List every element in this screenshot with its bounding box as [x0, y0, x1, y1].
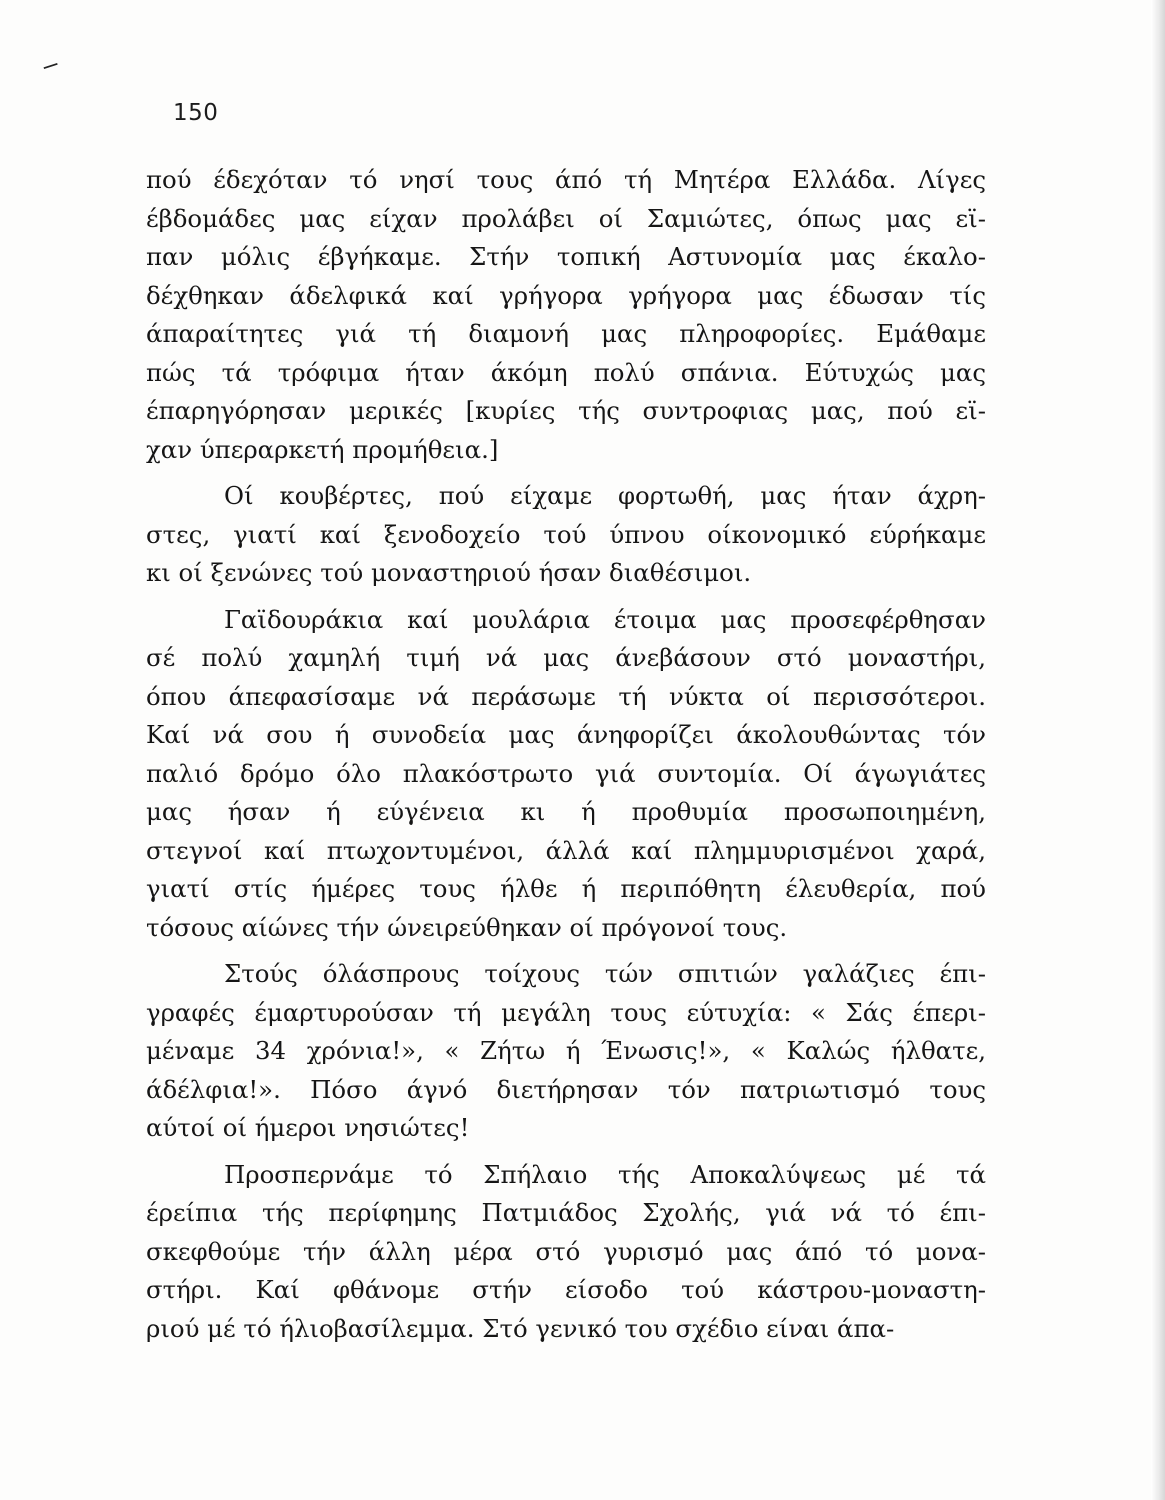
paragraph-gap [146, 593, 986, 601]
text-line: γιατί στίς ήμέρες τους ήλθε ή περιπόθητη έλευθερία, πού [146, 874, 986, 903]
text-line: μέναμε 34 χρόνια!», « Ζήτω ή Ένωσις!», « Καλώς ήλθατε, [146, 1036, 986, 1065]
paragraph-gap [146, 1148, 986, 1156]
text-line: ριού μέ τό ήλιοβασίλεμμα. Στό γενικό του σχέδιο είναι άπα- [146, 1313, 895, 1343]
paragraph [146, 161, 986, 469]
text-line: Στούς όλάσπρους τοίχους τών σπιτιών γαλάζιες έπι- [224, 959, 986, 988]
paragraph-gap [146, 469, 986, 477]
page-number: 150 [173, 100, 219, 126]
text-line: αύτοί οί ήμεροι νησιώτες! [146, 1113, 470, 1142]
text-line: στεγνοί καί πτωχοντυμένοι, άλλά καί πλημμυρισμένοι χαρά, [146, 835, 986, 865]
page-edge-shadow [1151, 0, 1165, 1500]
text-line: σκεφθούμε τήν άλλη μέρα στό γυρισμό μας άπό τό μονα- [146, 1236, 986, 1266]
paragraph [146, 477, 986, 593]
text-line: τόσους αίώνες τήν ώνειρεύθηκαν οί πρόγονοί τους. [146, 912, 788, 942]
paragraph [146, 955, 986, 1148]
text-line: παλιό δρόμο όλο πλακόστρωτο γιά συντομία. Οί άγωγιάτες [146, 758, 986, 788]
text-line: Καί νά σου ή συνοδεία μας άνηφορίζει άκολουθώντας τόν [146, 720, 986, 749]
text-line: γραφές έμαρτυρούσαν τή μεγάλη τους εύτυχία: « Σάς έπερι- [146, 997, 986, 1027]
margin-pencil-mark: ‒ [37, 48, 63, 82]
text-line: δέχθηκαν άδελφικά καί γρήγορα γρήγορα μας έδωσαν τίς [146, 280, 986, 310]
text-line: πώς τά τρόφιμα ήταν άκόμη πολύ σπάνια. Εύτυχώς μας [146, 357, 986, 387]
text-line: στες, γιατί καί ξενοδοχείο τού ύπνου οίκονομικό εύρήκαμε [146, 519, 986, 549]
text-line: στήρι. Καί φθάνομε στήν είσοδο τού κάστρου-μοναστη- [146, 1275, 986, 1304]
text-line: έρείπια τής περίφημης Πατμιάδος Σχολής, γιά νά τό έπι- [146, 1198, 986, 1227]
text-line: έβδομάδες μας είχαν προλάβει οί Σαμιώτες, όπως μας εϊ- [146, 203, 986, 233]
text-line: παν μόλις έβγήκαμε. Στήν τοπική Αστυνομία μας έκαλο- [146, 242, 986, 271]
body-text [146, 161, 986, 1348]
text-line: πού έδεχόταν τό νησί τους άπό τή Μητέρα Ελλάδα. Λίγες [146, 165, 986, 194]
text-line: όπου άπεφασίσαμε νά περάσωμε τή νύκτα οί περισσότεροι. [146, 681, 986, 711]
paragraph [146, 1156, 986, 1349]
text-line: Προσπερνάμε τό Σπήλαιο τής Αποκαλύψεως μέ τά [224, 1159, 986, 1189]
text-line: μας ήσαν ή εύγένεια κι ή προθυμία προσωποιημένη, [146, 797, 986, 826]
text-line: σέ πολύ χαμηλή τιμή νά μας άνεβάσουν στό μοναστήρι, [146, 643, 986, 672]
text-line: κι οί ξενώνες τού μοναστηριού ήσαν διαθέσιμοι. [146, 558, 752, 587]
text-line: Οί κουβέρτες, πού είχαμε φορτωθή, μας ήταν άχρη- [224, 481, 986, 510]
text-line: έπαρηγόρησαν μερικές [κυρίες τής συντροφιας μας, πού εϊ- [146, 396, 986, 425]
paragraph [146, 601, 986, 948]
text-line: άπαραίτητες γιά τή διαμονή μας πληροφορίες. Εμάθαμε [146, 319, 986, 348]
text-line: Γαϊδουράκια καί μουλάρια έτοιμα μας προσεφέρθησαν [224, 604, 986, 634]
text-line: χαν ύπεραρκετή προμήθεια.] [146, 434, 499, 464]
paragraph-gap [146, 947, 986, 955]
text-line: άδέλφια!». Πόσο άγνό διετήρησαν τόν πατριωτισμό τους [146, 1074, 986, 1104]
